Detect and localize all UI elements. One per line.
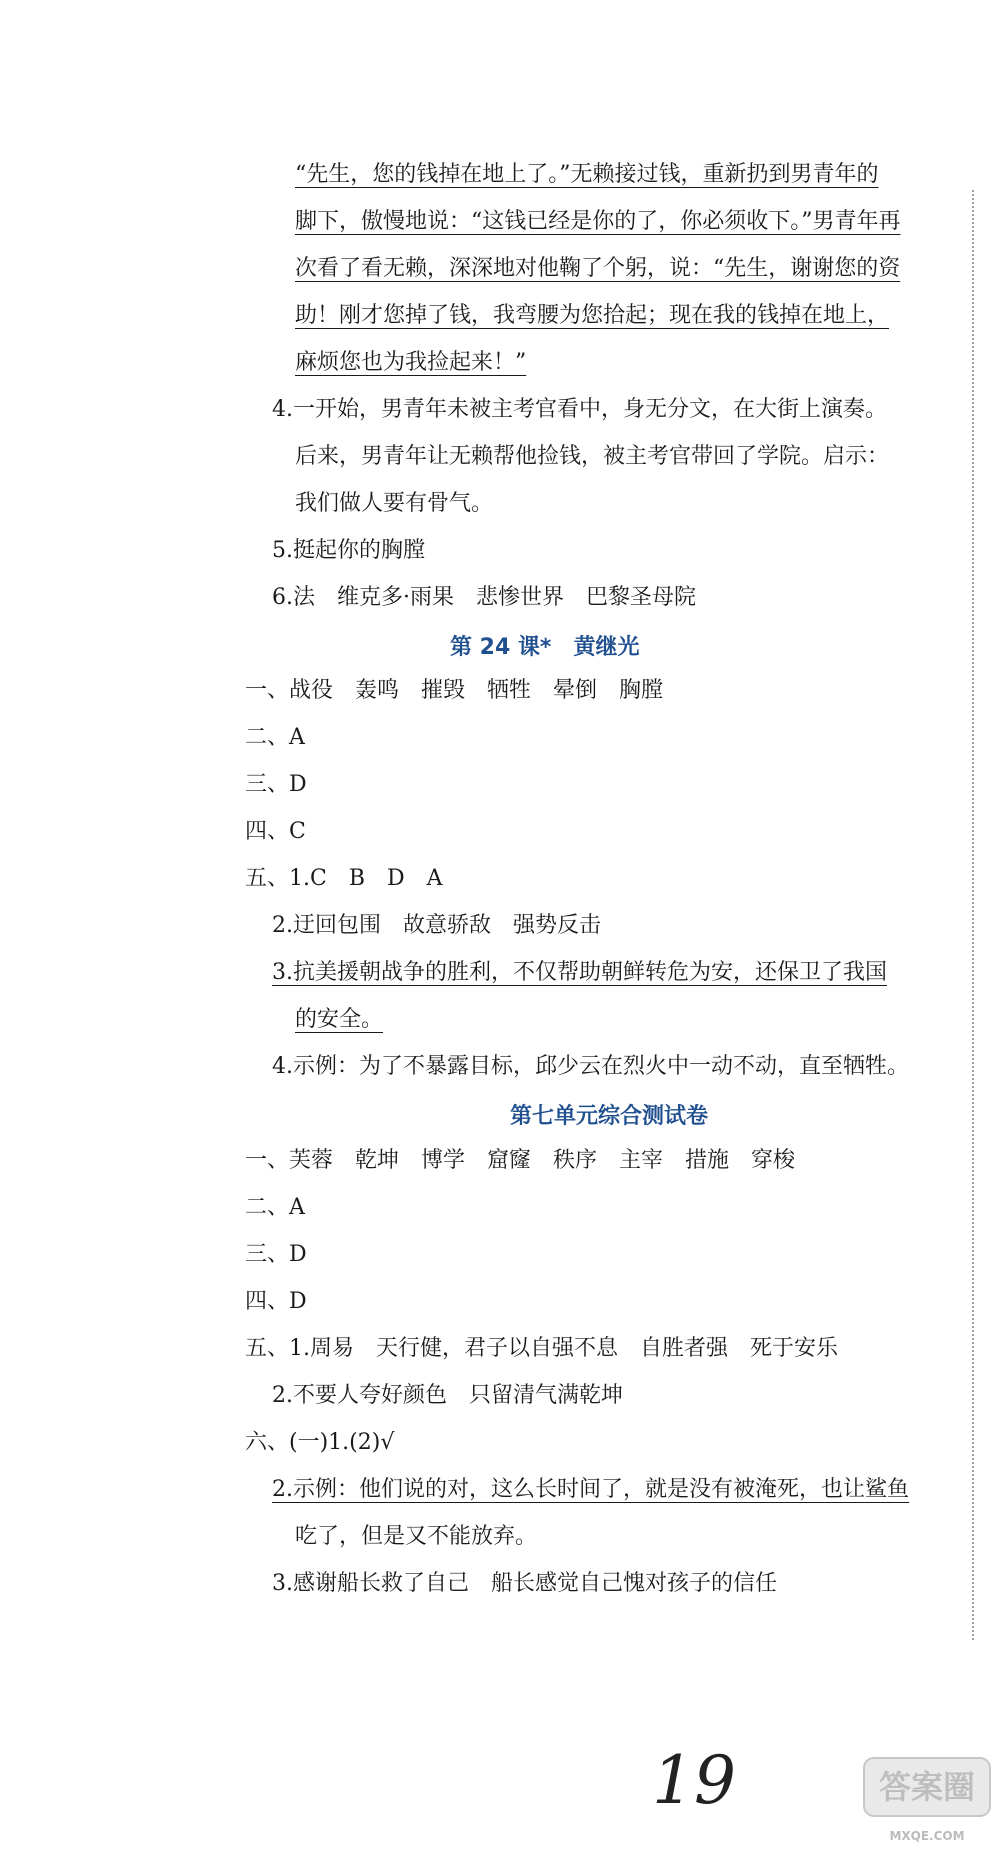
answer-line: 5.挺起你的胸膛 [272, 538, 425, 563]
answer-line: 三、D [245, 1242, 307, 1267]
answer-line: 6.法 维克多·雨果 悲惨世界 巴黎圣母院 [272, 585, 696, 610]
answer-line: 六、(一)1.(2)√ [245, 1430, 395, 1455]
answer-line: 五、1.C B D A [245, 866, 443, 891]
answer-line: 2.迂回包围 故意骄敌 强势反击 [272, 913, 601, 938]
answer-line: 的安全。 [295, 1007, 384, 1032]
answer-line: 一、战役 轰鸣 摧毁 牺牲 晕倒 胸膛 [245, 678, 664, 703]
answer-line: 3.抗美援朝战争的胜利，不仅帮助朝鲜转危为安，还保卫了我国 [272, 960, 887, 985]
handwritten-page-number: 19 [652, 1742, 736, 1819]
answer-line: 一、芙蓉 乾坤 博学 窟窿 秩序 主宰 措施 穿梭 [245, 1148, 796, 1173]
margin-dotted-rule [972, 190, 974, 1640]
answer-line: 四、D [245, 1289, 307, 1314]
section-title-lesson24: 第 24 课* 黄继光 [450, 635, 640, 660]
answer-line: 吃了，但是又不能放弃。 [295, 1524, 538, 1549]
answer-line: 麻烦您也为我捡起来！” [295, 350, 527, 375]
answer-line: 我们做人要有骨气。 [295, 491, 494, 516]
answer-line: 后来，男青年让无赖帮他捡钱，被主考官带回了学院。启示： [295, 444, 890, 469]
answer-line: 4.一开始，男青年未被主考官看中，身无分文，在大街上演奏。 [272, 397, 887, 422]
answer-line: 二、A [245, 1195, 305, 1220]
watermark-logo-text: 答案圈 [878, 1768, 976, 1806]
answer-line: 2.不要人夸好颜色 只留清气满乾坤 [272, 1383, 623, 1408]
answer-line: 二、A [245, 725, 305, 750]
answer-line: 助！刚才您掉了钱，我弯腰为您拾起；现在我的钱掉在地上， [295, 303, 890, 328]
section-title-unit7: 第七单元综合测试卷 [510, 1104, 709, 1129]
watermark-url: MXQE.COM [889, 1829, 965, 1843]
answer-line: 三、D [245, 772, 307, 797]
answer-line: “先生，您的钱掉在地上了。”无赖接过钱，重新扔到男青年的 [295, 162, 879, 187]
answer-line: 3.感谢船长救了自己 船长感觉自己愧对孩子的信任 [272, 1571, 777, 1596]
answer-line: 次看了看无赖，深深地对他鞠了个躬，说：“先生，谢谢您的资 [295, 256, 901, 281]
answer-line: 四、C [245, 819, 306, 844]
answer-line: 2.示例：他们说的对，这么长时间了，就是没有被淹死，也让鲨鱼 [272, 1477, 909, 1502]
answer-line: 五、1.周易 天行健，君子以自强不息 自胜者强 死于安乐 [245, 1336, 838, 1361]
answer-line: 脚下，傲慢地说：“这钱已经是你的了，你必须收下。”男青年再 [295, 209, 901, 234]
answer-line: 4.示例：为了不暴露目标，邱少云在烈火中一动不动，直至牺牲。 [272, 1054, 909, 1079]
watermark-logo [860, 1752, 994, 1850]
